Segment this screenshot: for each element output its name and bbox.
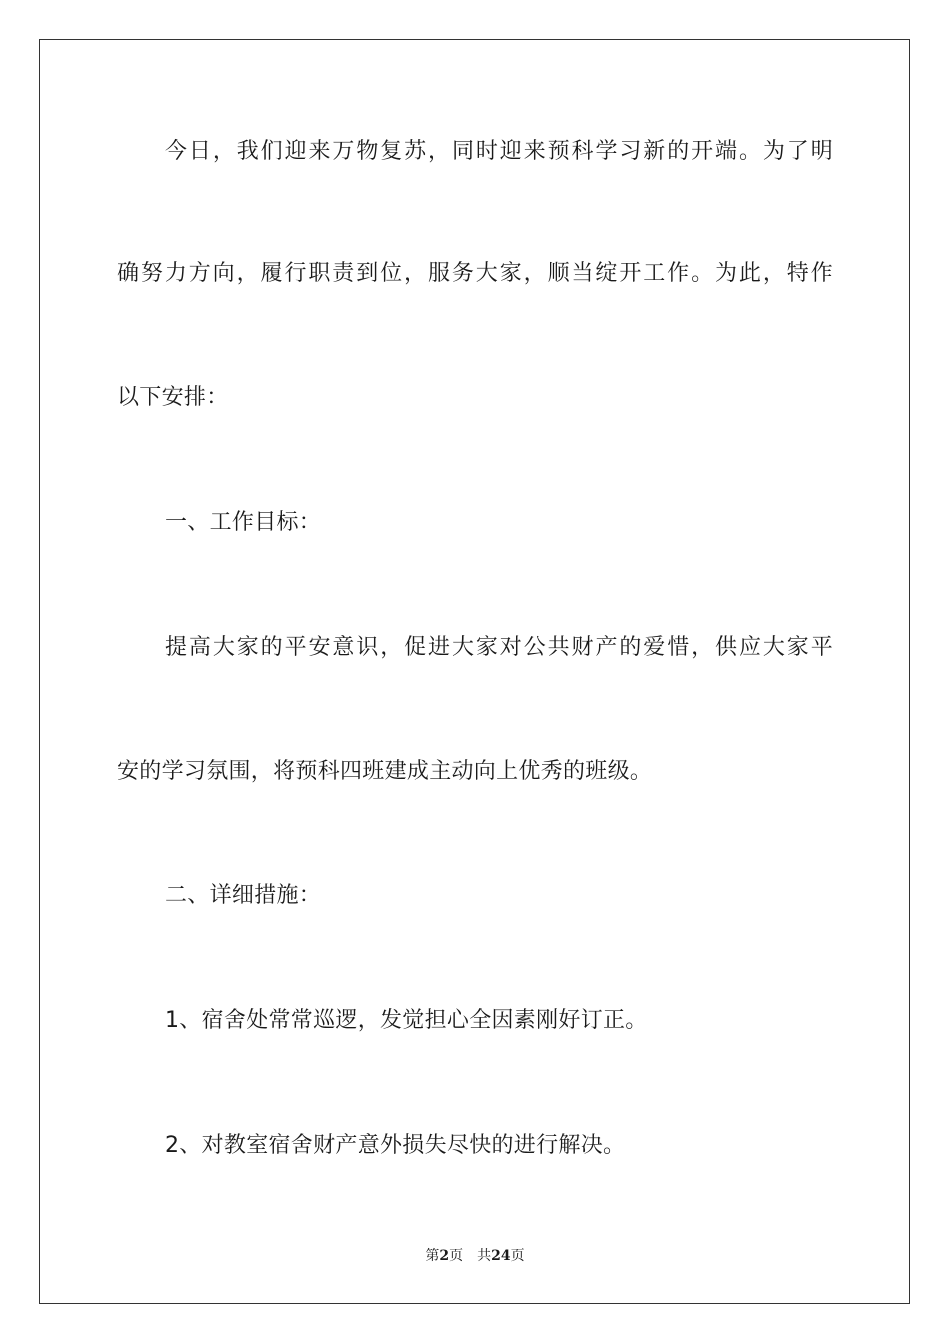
footer-total-suffix: 页 bbox=[510, 1248, 525, 1264]
page-footer bbox=[0, 1246, 950, 1266]
paragraph-line-1: 今日，我们迎来万物复苏，同时迎来预科学习新的开端。为了明 bbox=[165, 139, 833, 164]
paragraph-line-5: 提高大家的平安意识，促进大家对公共财产的爱惜，供应大家平 bbox=[165, 635, 833, 660]
page-border bbox=[39, 39, 910, 1304]
footer-total-prefix: 共 bbox=[477, 1248, 492, 1264]
paragraph-line-6: 安的学习氛围，将预科四班建成主动向上优秀的班级。 bbox=[117, 759, 653, 784]
section-heading-goals: 一、工作目标： bbox=[165, 510, 322, 535]
list-item-1: 1、宿舍处常常巡逻，发觉担心全因素刚好订正。 bbox=[165, 1008, 648, 1033]
paragraph-line-3: 以下安排： bbox=[117, 385, 229, 410]
paragraph-line-2: 确努力方向，履行职责到位，服务大家，顺当绽开工作。为此，特作 bbox=[117, 261, 833, 286]
footer-page-prefix: 第 bbox=[425, 1248, 440, 1264]
footer-page-suffix: 页 bbox=[449, 1248, 464, 1264]
section-heading-measures: 二、详细措施： bbox=[165, 883, 322, 908]
footer-page-number: 2 bbox=[439, 1248, 450, 1264]
footer-total-pages: 24 bbox=[491, 1248, 511, 1264]
list-item-2: 2、对教室宿舍财产意外损失尽快的进行解决。 bbox=[165, 1133, 626, 1158]
